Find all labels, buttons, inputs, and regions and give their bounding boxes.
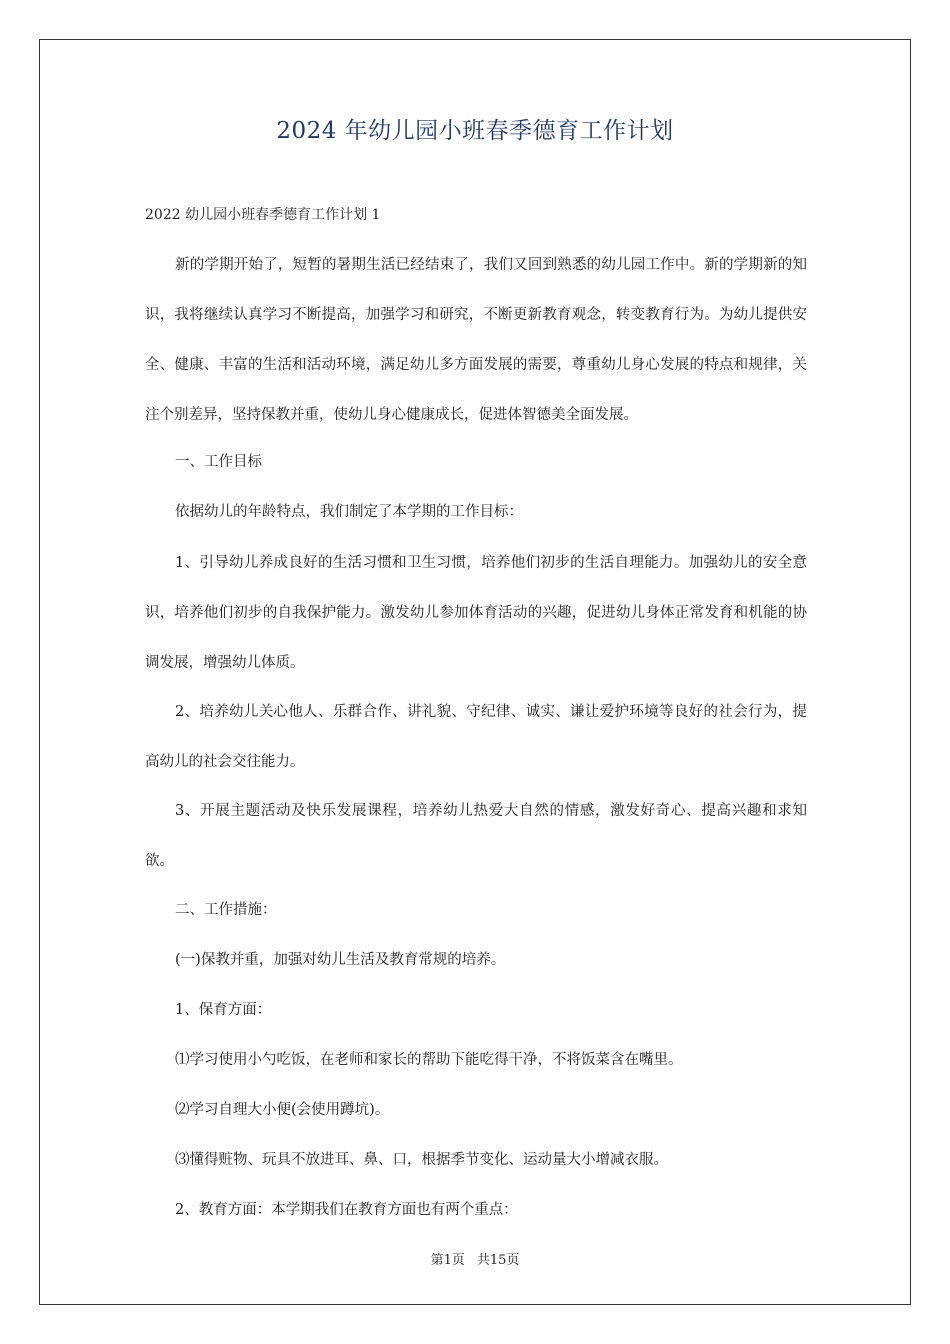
care-heading: 1、保育方面： xyxy=(175,1002,272,1018)
care-item-3: ⑶懂得赃物、玩具不放进耳、鼻、口，根据季节变化、运动量大小增减衣服。 xyxy=(175,1152,668,1168)
measure-1: (一)保教并重，加强对幼儿生活及教育常规的培养。 xyxy=(175,952,506,968)
goal-3-paragraph: 3、开展主题活动及快乐发展课程，培养幼儿热爱大自然的情感，激发好奇心、提高兴趣和求知欲。 xyxy=(145,803,807,869)
page-footer xyxy=(0,1249,950,1268)
care-item-1: ⑴学习使用小勺吃饭，在老师和家长的帮助下能吃得干净，不将饭菜含在嘴里。 xyxy=(175,1052,683,1068)
goal-1-paragraph: 1、引导幼儿养成良好的生活习惯和卫生习惯，培养他们初步的生活自理能力。加强幼儿的安全意识，培养他们初步的自我保护能力。激发幼儿参加体育活动的兴趣，促进幼儿身体正常发育和机能的协调发展，增强幼儿体质。 xyxy=(145,555,807,671)
document-title: 2024 年幼儿园小班春季德育工作计划 xyxy=(276,118,674,144)
intro-paragraph: 新的学期开始了，短暂的暑期生活已经结束了，我们又回到熟悉的幼儿园工作中。新的学期新的知识，我将继续认真学习不断提高，加强学习和研究，不断更新教育观念，转变教育行为。为幼儿提供安全、健康、丰富的生活和活动环境，满足幼儿多方面发展的需要，尊重幼儿身心发展的特点和规律，关注个别差异，坚持保教并重，使幼儿身心健康成长，促进体智德美全面发展。 xyxy=(145,257,807,423)
page-total: 共15页 xyxy=(476,1253,520,1268)
page-number: 第1页 xyxy=(430,1253,465,1268)
section2-heading: 二、工作措施： xyxy=(175,902,277,918)
document-subheading: 2022 幼儿园小班春季德育工作计划 1 xyxy=(145,207,381,223)
care-item-2: ⑵学习自理大小便(会使用蹲坑)。 xyxy=(175,1102,390,1118)
education-heading: 2、教育方面：本学期我们在教育方面也有两个重点： xyxy=(175,1202,518,1218)
goal-2-paragraph: 2、培养幼儿关心他人、乐群合作、讲礼貌、守纪律、诚实、谦让爱护环境等良好的社会行为，提高幼儿的社会交往能力。 xyxy=(145,704,807,770)
section1-heading: 一、工作目标 xyxy=(175,454,262,470)
section1-intro: 依据幼儿的年龄特点，我们制定了本学期的工作目标： xyxy=(175,504,523,520)
